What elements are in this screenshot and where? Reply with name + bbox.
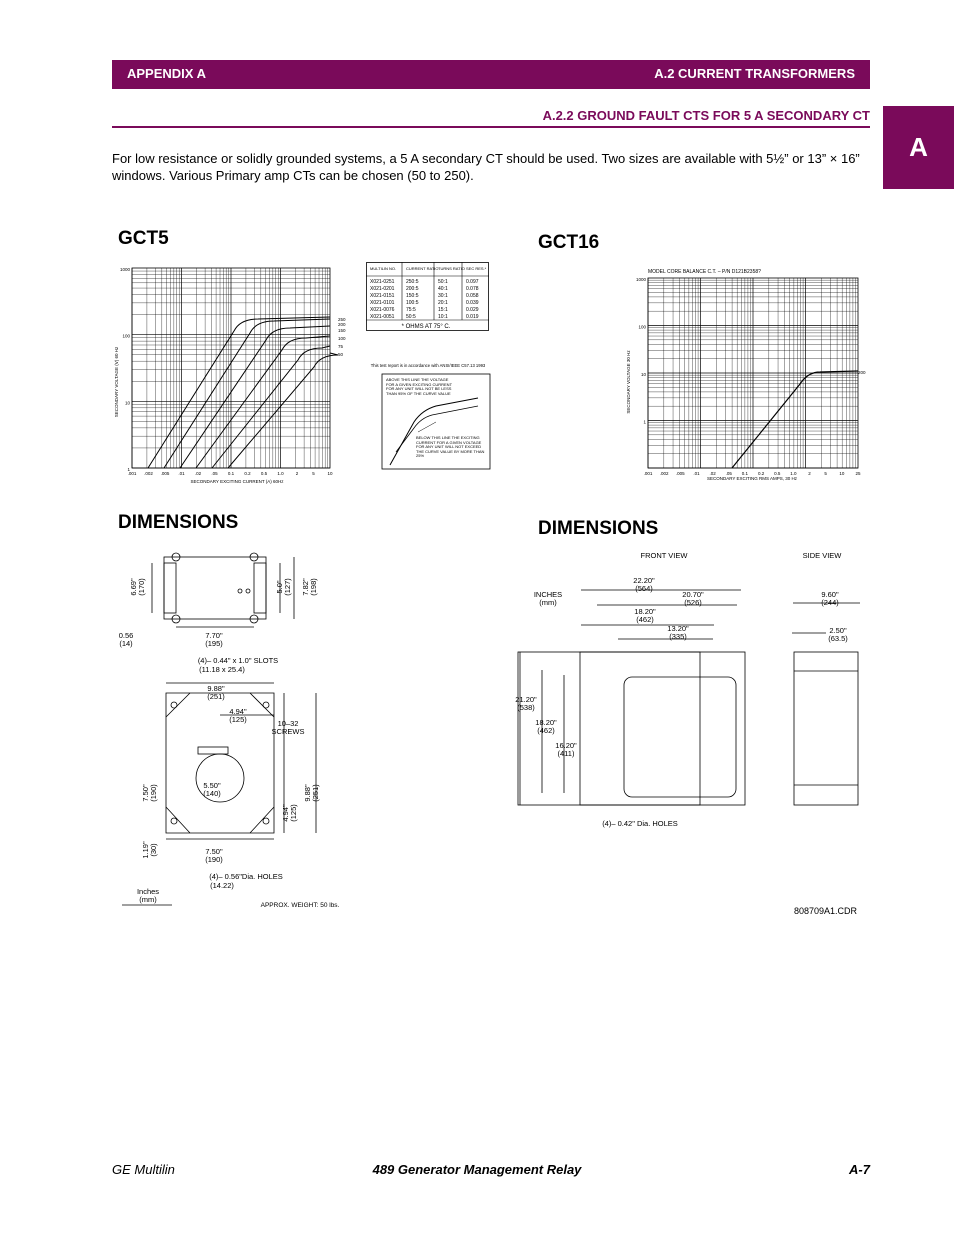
dim-label-g: 21.20" (538)	[515, 695, 537, 712]
dim-label-w4: 4.94" (125)	[229, 707, 247, 724]
section-rule	[112, 126, 870, 128]
gct5-table-cell: 250:5	[406, 279, 419, 285]
gct5-x-tick: .001	[127, 471, 137, 476]
gct5-table-cell: X021-0251	[370, 279, 395, 285]
dim-label-front: FRONT VIEW	[640, 551, 688, 560]
gct5-x-tick: .01	[178, 471, 185, 476]
gct5-table-cell: X021-0076	[370, 307, 395, 313]
gct5-table-cell: X021-0101	[370, 300, 395, 306]
gct5-table-cell: 100:5	[406, 300, 419, 306]
gct16-x-tick: .01	[693, 471, 700, 476]
gct5-x-ticks	[128, 471, 333, 476]
gct5-table-cell: 40:1	[438, 286, 448, 292]
gct5-y-tick: 1	[127, 467, 130, 472]
dim-label-h7: 1.19"(30)	[141, 841, 158, 859]
gct5-curve	[180, 326, 330, 468]
gct5-inset	[366, 360, 494, 472]
gct16-y-ticks	[636, 277, 647, 425]
gct5-x-tick: .002	[144, 471, 153, 476]
dim-label-h1: 6.69"(170)	[129, 578, 146, 596]
gct5-ratio-table	[366, 262, 490, 332]
footer-company: GE Multilin	[112, 1162, 175, 1177]
gct5-x-tick: .005	[160, 471, 170, 476]
dim-label-w3: 9.88" (251)	[207, 684, 225, 701]
gct5-y-tick: 1000	[119, 267, 130, 272]
gct16-x-tick: .002	[659, 471, 669, 476]
intro-paragraph: For low resistance or solidly grounded systems, a 5 A secondary CT should be used. Two sizes are available with 5½” or 13” × 16” windows. Various Primary amp CTs can be chosen (50 to 250).	[112, 151, 860, 183]
dim-left-labels	[119, 578, 340, 909]
dim-label-holes: (4)– 0.42" Dia. HOLES	[602, 819, 678, 828]
gct16-title: GCT16	[538, 232, 600, 253]
gct5-curve	[148, 317, 330, 468]
dim-right-title: DIMENSIONS	[538, 518, 659, 539]
gct16-y-tick: 1000	[635, 277, 646, 282]
gct5-table-cell: 0.097	[466, 279, 479, 285]
gct5-x-tick: 0.5	[260, 471, 268, 476]
gct16-curve	[732, 371, 858, 468]
gct16-y-tick: 1	[643, 419, 646, 425]
gct5-curve	[228, 353, 338, 468]
dim-label-units: Inches (mm)	[136, 887, 160, 904]
gct16-curve-line	[732, 371, 858, 468]
gct5-x-tick: 2	[295, 471, 299, 476]
gct5-dimension-drawing	[112, 545, 362, 913]
gct5-grid	[132, 268, 330, 468]
gct16-y-tick: 100	[638, 324, 646, 330]
gct5-note: This test report is in accordance with ANSI/IEEE C57.13 1993	[370, 363, 486, 368]
gct5-table-cell: X021-0051	[370, 314, 395, 320]
gct5-table-cell: 20:1	[438, 300, 448, 306]
gct5-y-ticks	[120, 267, 131, 472]
gct5-table-header: CURRENT RATIO	[406, 266, 439, 271]
gct16-x-tick: .001	[643, 471, 653, 476]
gct5-x-tick: 0.2	[244, 471, 251, 476]
gct5-table-cell: 30:1	[438, 293, 448, 299]
gct5-curve-label: 250	[338, 317, 346, 322]
dim-label-units: INCHES (mm)	[533, 590, 563, 607]
gct16-model: MODEL CORE BALANCE C.T. – P/N D121B2358?	[648, 269, 761, 275]
dim-label-h2: 5.0"(127)	[275, 578, 292, 596]
section-title: A.2.2 GROUND FAULT CTS FOR 5 A SECONDARY CT	[542, 108, 870, 123]
dim-label-screws: 10–32 SCREWS	[271, 719, 305, 736]
gct16-x-tick: 1.0	[790, 471, 797, 476]
dim-label-h6: 4.94"(125)	[281, 804, 298, 822]
gct5-table-cell: 200:5	[406, 286, 419, 292]
gct5-table-cell: 50:5	[406, 314, 416, 320]
dim-label-slots: (4)– 0.44" x 1.0" SLOTS	[197, 656, 279, 665]
dim-label-f: 2.50" (63.5)	[828, 626, 848, 643]
gct5-table-cell: 15:1	[438, 307, 448, 313]
gct5-curve-labels	[338, 317, 346, 357]
dim-label-holes: (4)– 0.56"Dia. HOLES	[209, 872, 283, 881]
gct16-x-tick: 25	[855, 471, 861, 476]
dim-label-h3: 7.82"(198)	[301, 578, 318, 596]
gct5-table-cell: 0.058	[466, 293, 479, 299]
gct5-x-tick: .02	[194, 471, 202, 476]
gct5-table-cell: X021-0201	[370, 286, 395, 292]
appendix-tab[interactable]: A	[883, 106, 954, 189]
gct5-table-header: SEC RES.*	[466, 266, 487, 271]
dim-label-b: 20.70" (526)	[682, 590, 704, 607]
dim-label-w5: 7.50" (190)	[205, 847, 223, 864]
gct5-table-cell: 0.019	[466, 314, 479, 320]
gct16-x-tick: 0.5	[774, 471, 781, 476]
gct5-table-cell: 10:1	[438, 314, 448, 320]
gct5-ylabel: SECONDARY VOLTAGE (V) 60 Hz	[114, 346, 119, 418]
dim-label-w1: 0.56 (14)	[118, 631, 134, 648]
gct5-y-tick: 100	[122, 333, 130, 339]
gct5-table-cell: 50:1	[438, 279, 448, 285]
gct5-xlabel: SECONDARY EXCITING CURRENT (A) 60Hz	[190, 479, 284, 484]
gct16-x-tick: 5	[824, 471, 827, 476]
gct5-x-tick: .05	[211, 471, 218, 476]
gct5-inset-below: BELOW THIS LINE THE EXCITING CURRENT FOR A GIVEN VOLTAGE FOR ANY UNIT WILL NOT EXCEED THE CURVE VALUE BY MORE THAN 25%	[416, 435, 485, 458]
gct16-dimension-drawing	[508, 545, 868, 865]
dim-label-holes_mm: (14.22)	[210, 881, 234, 890]
gct16-x-tick: .005	[675, 471, 685, 476]
dim-label-h4: 7.50"(190)	[141, 784, 158, 802]
gct5-table-cell: 150:5	[406, 293, 419, 299]
gct5-curve-label: 150	[338, 328, 346, 333]
gct16-x-tick: 10	[839, 471, 845, 476]
gct5-table-footnote: * OHMS AT 75° C.	[401, 324, 451, 330]
dim-label-a: 22.20" (564)	[633, 576, 655, 593]
gct5-curves	[148, 317, 338, 468]
gct16-x-tick: .05	[725, 471, 732, 476]
gct5-curve-label: 50	[338, 352, 344, 357]
gct5-curve-label: 100	[338, 336, 346, 341]
dim-label-i: 16.20" (411)	[555, 741, 577, 758]
drawing-reference: 808709A1.CDR	[794, 906, 858, 916]
gct5-x-tick: 5	[312, 471, 315, 476]
footer-manual-title: 489 Generator Management Relay	[372, 1162, 582, 1177]
gct16-grid	[648, 278, 858, 468]
gct5-table-cells	[366, 262, 489, 320]
gct5-table-cell: 0.078	[466, 286, 479, 292]
dim-label-h5: 9.88"(251)	[303, 784, 320, 802]
gct5-x-tick: 0.1	[227, 471, 235, 476]
header-appendix: APPENDIX A	[127, 66, 206, 81]
dim-label-w2: 7.70" (195)	[205, 631, 223, 648]
gct16-x-tick: 0.2	[757, 471, 765, 476]
dim-label-weight: APPROX. WEIGHT: 50 lbs.	[260, 902, 340, 909]
dim-label-side: SIDE VIEW	[802, 551, 842, 560]
gct16-x-tick: .02	[709, 471, 716, 476]
gct5-x-tick: 1.0	[277, 471, 284, 476]
gct5-table-cell: X021-0151	[370, 293, 395, 299]
dim-label-d: 13.20" (335)	[667, 624, 689, 641]
footer-page-number: A-7	[849, 1162, 870, 1177]
dim-label-h: 18.20" (462)	[535, 718, 557, 735]
gct5-inset-above: ABOVE THIS LINE THE VOLTAGE FOR A GIVEN EXCITING CURRENT FOR ANY UNIT WILL NOT BE LESS THAN 95% OF THE CURVE VALUE	[386, 377, 452, 396]
dim-left-title: DIMENSIONS	[118, 512, 239, 533]
dim-label-e: 9.60" (244)	[821, 590, 839, 607]
gct5-table-header: TURNS RATIO	[438, 266, 465, 271]
gct5-table-cell: 0.029	[466, 307, 479, 313]
gct5-table-cell: 0.039	[466, 300, 479, 306]
gct16-x-tick: 2	[808, 471, 811, 476]
gct16-y-tick: 10	[640, 372, 646, 377]
gct5-table-cell: 75:5	[406, 307, 416, 313]
gct16-ylabel: SECONDARY VOLTAGE 30 Hz	[626, 350, 631, 414]
gct5-x-tick: 10	[327, 471, 333, 476]
gct5-curve-label: 75	[338, 344, 344, 349]
gct5-table-header: MULTILIN NO.	[370, 266, 397, 271]
gct5-y-tick: 10	[124, 400, 130, 406]
gct5-title: GCT5	[118, 228, 169, 249]
gct5-curve-label: 200	[338, 322, 346, 327]
dim-label-slots_mm: (11.18 x 25.4)	[199, 665, 245, 674]
gct16-xlabel: SECONDARY EXCITING RMS AMPS, 30 Hz	[706, 476, 798, 481]
gct16-chart	[622, 264, 866, 484]
dim-label-win: 5.50" (140)	[203, 781, 221, 798]
header-chapter: A.2 CURRENT TRANSFORMERS	[654, 66, 855, 81]
gct16-curve-label: 200	[858, 370, 866, 375]
gct5-chart	[112, 262, 352, 488]
gct16-x-tick: 0.1	[741, 471, 749, 476]
dim-label-c: 18.20" (462)	[634, 607, 656, 624]
dim-right-labels	[515, 551, 848, 828]
